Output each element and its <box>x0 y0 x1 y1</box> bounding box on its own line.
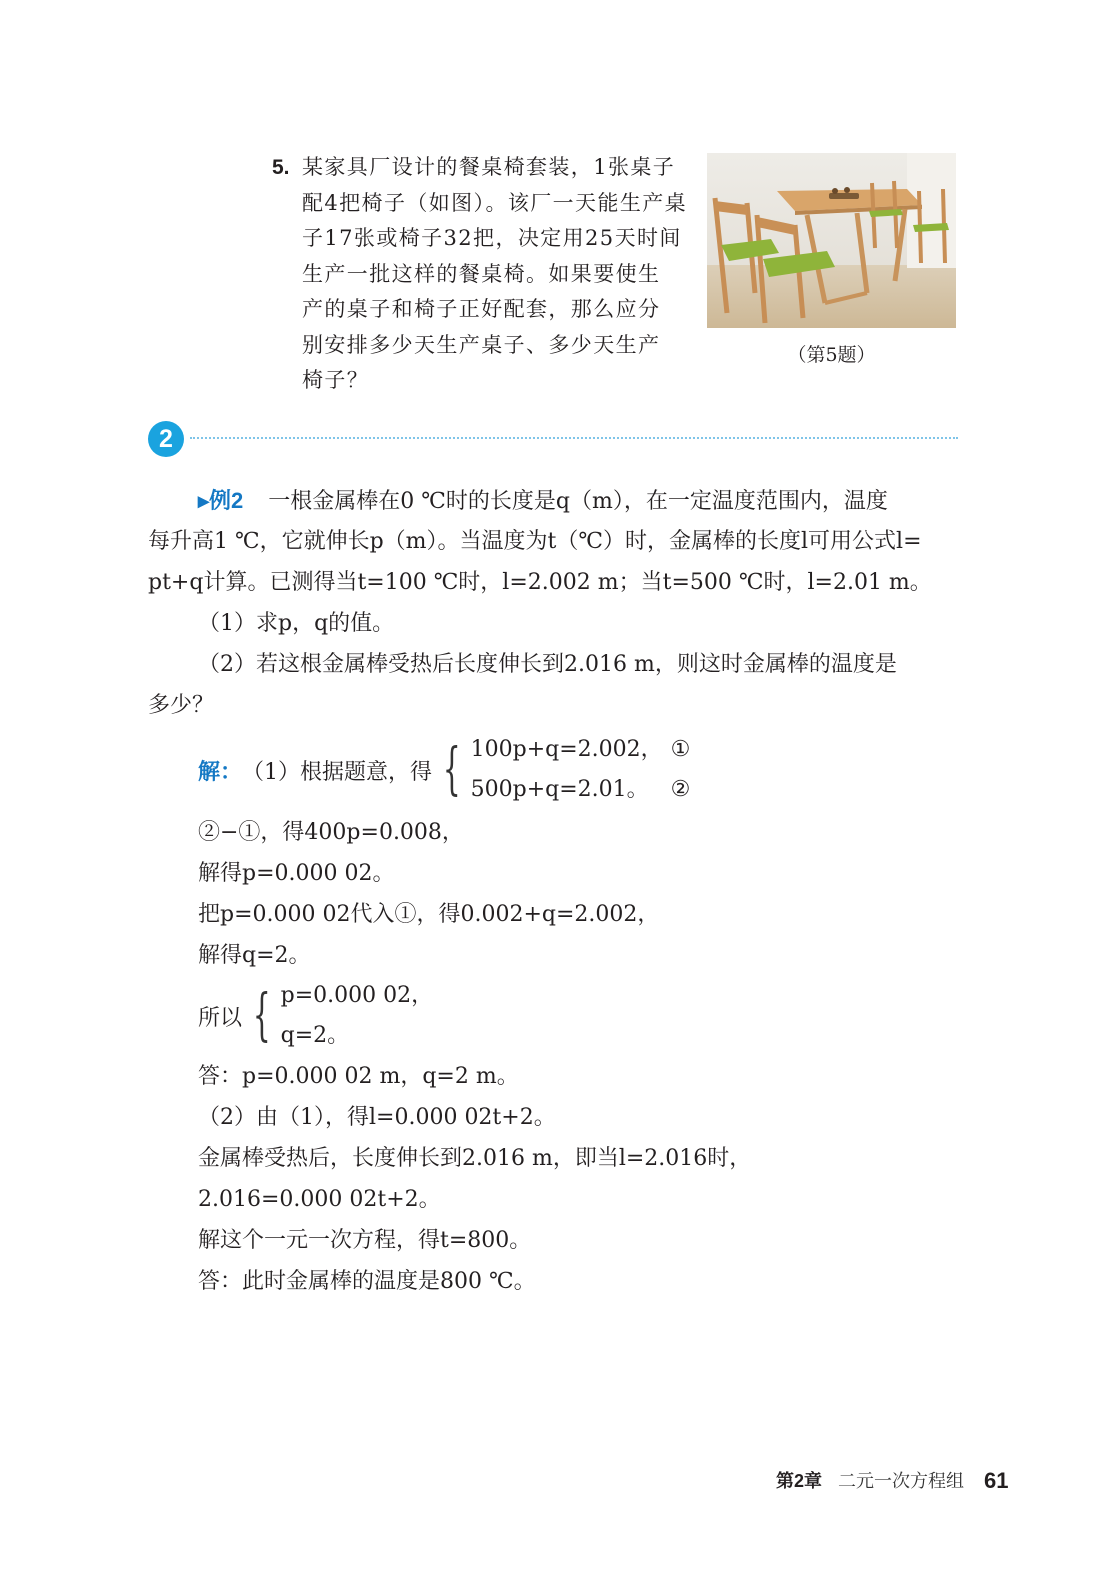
exercise-5 <box>272 150 692 399</box>
result-system <box>281 976 434 1056</box>
exercise-line: 某家具厂设计的餐桌椅套装，1张桌子 <box>302 155 676 179</box>
equation: 100p+q=2.002， <box>470 737 663 762</box>
solution-intro: （1）根据题意，得 <box>242 759 433 785</box>
equation-line <box>471 730 691 770</box>
dotted-divider <box>190 437 958 439</box>
example-problem-text: 一根金属棒在0 ℃时的长度是q（m），在一定温度范围内，温度 <box>268 489 888 514</box>
solution-step: 解得q=2。 <box>198 943 311 968</box>
so-label: 所以 <box>198 1005 243 1031</box>
example-2-block <box>148 480 960 1302</box>
left-brace: { <box>252 983 271 1048</box>
chapter-title: 二元一次方程组 <box>838 1471 964 1491</box>
exercise-line: 子17张或椅子32把，决定用25天时间 <box>302 226 682 250</box>
solution-step: 2.016=0.000 02t+2。 <box>198 1187 441 1212</box>
solution-step: 解这个一元一次方程，得t=800。 <box>198 1228 532 1253</box>
example-question: （2）若这根金属棒受热后长度伸长到2.016 m，则这时金属棒的温度是 <box>198 652 897 677</box>
exercise-line: 配4把椅子（如图）。该厂一天能生产桌 <box>302 190 688 215</box>
result-system-row <box>148 976 960 1056</box>
example-problem-line <box>148 480 960 521</box>
result-line: q=2。 <box>280 1023 350 1048</box>
example-problem-line: 每升高1 ℃，它就伸长p（m）。当温度为t（℃）时，金属棒的长度l可用公式l= <box>148 529 922 554</box>
example-label: ▸例2 <box>198 488 244 513</box>
exercise-number: 5. <box>272 156 290 179</box>
exercise-line: 产的桌子和椅子正好配套，那么应分 <box>302 297 661 321</box>
equation-line <box>471 770 691 810</box>
solution-step: 答：p=0.000 02 m，q=2 m。 <box>198 1064 519 1089</box>
chapter-label: 第2章 <box>776 1471 823 1491</box>
left-brace: { <box>442 737 461 802</box>
page-footer <box>0 1466 1110 1496</box>
result-line: p=0.000 02， <box>280 983 434 1008</box>
example-question-tail: 多少？ <box>148 693 215 718</box>
equation-system <box>471 730 691 810</box>
equation-marker: ① <box>670 737 691 762</box>
example-problem-line: pt+q计算。已测得当t=100 ℃时，l=2.002 m；当t=500 ℃时，l=2.01 m。 <box>148 570 932 595</box>
example-question: （1）求p，q的值。 <box>198 611 395 636</box>
exercise-line: 椅子？ <box>302 368 370 392</box>
page-number: 61 <box>984 1468 1009 1493</box>
equation: 500p+q=2.01。 <box>470 777 649 802</box>
exercise-line: 生产一批这样的餐桌椅。如果要使生 <box>302 261 661 286</box>
photo-caption: （第5题） <box>787 344 876 366</box>
equation-marker: ② <box>670 777 691 802</box>
solution-step: 把p=0.000 02代入①，得0.002+q=2.002， <box>198 902 660 927</box>
solution-step: （2）由（1），得l=0.000 02t+2。 <box>198 1105 556 1130</box>
section-number-badge: 2 <box>148 421 184 457</box>
solution-label: 解： <box>198 758 243 784</box>
exercise-line: 别安排多少天生产桌子、多少天生产 <box>302 332 661 357</box>
solution-step: 答：此时金属棒的温度是800 ℃。 <box>198 1269 536 1294</box>
solution-step: 解得p=0.000 02。 <box>198 861 395 886</box>
solution-step: ②−①，得400p=0.008， <box>198 820 464 845</box>
solution-system-row <box>148 728 960 812</box>
solution-step: 金属棒受热后，长度伸长到2.016 m，即当l=2.016时， <box>198 1146 752 1171</box>
dining-set-photo <box>707 153 956 328</box>
